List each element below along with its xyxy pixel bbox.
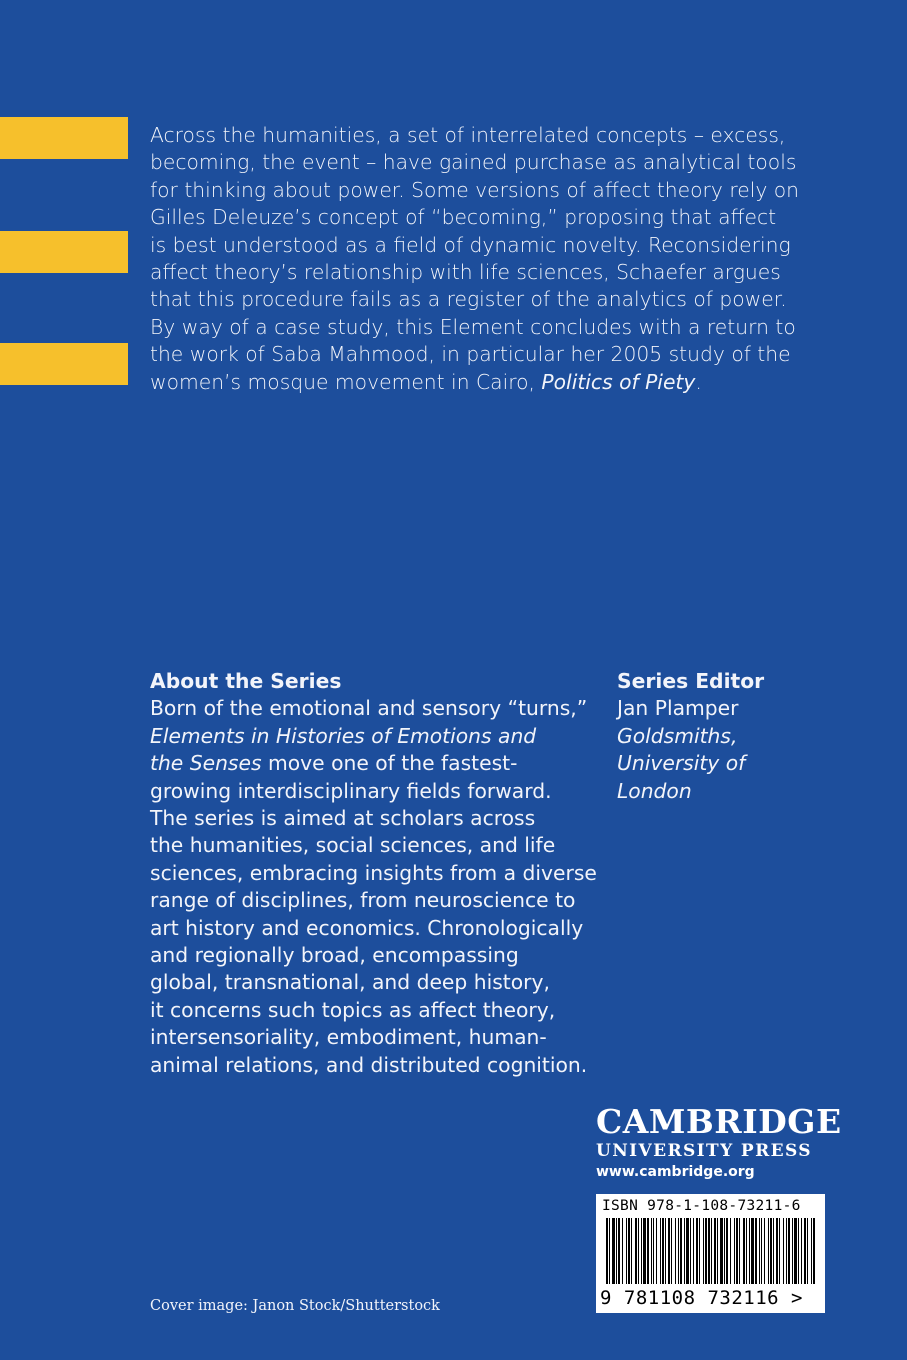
barcode-bar: [759, 1218, 760, 1284]
isbn-label: ISBN 978-1-108-73211-6: [602, 1198, 801, 1214]
barcode-bar: [801, 1218, 802, 1284]
description-line: By way of a case study, this Element concludes with a return to: [150, 314, 796, 339]
barcode-bar: [684, 1218, 685, 1284]
barcode-bar: [761, 1218, 762, 1284]
ean-digits: 9 781108 732116 >: [600, 1287, 803, 1309]
barcode-bar: [811, 1218, 812, 1284]
barcode-bar: [656, 1218, 657, 1284]
politics-of-piety-title: Politics of Piety: [541, 369, 696, 394]
series-line: growing interdisciplinary fields forward.: [150, 778, 552, 803]
about-series-heading: About the Series: [150, 669, 342, 693]
barcode-bar: [720, 1218, 723, 1284]
book-description: [150, 122, 840, 396]
barcode-bar: [643, 1218, 646, 1284]
series-line: The series is aimed at scholars across: [150, 806, 536, 831]
series-line: animal relations, and distributed cognition.: [150, 1052, 588, 1077]
about-the-series: [150, 668, 610, 1079]
series-title-line: Elements in Histories of Emotions and: [150, 723, 537, 748]
description-last-suffix: .: [695, 369, 702, 394]
barcode-bar: [609, 1218, 610, 1284]
barcode-bar: [788, 1218, 790, 1284]
barcode-bar: [662, 1218, 664, 1284]
barcode-bar: [647, 1218, 649, 1284]
barcode-bar: [641, 1218, 642, 1284]
series-editor-heading: Series Editor: [617, 669, 765, 693]
barcode-bar: [730, 1218, 731, 1284]
barcode-bar: [749, 1218, 750, 1284]
series-line: and regionally broad, encompassing: [150, 943, 519, 968]
description-line: for thinking about power. Some versions of affect theory rely on: [150, 177, 800, 202]
barcode-bar: [736, 1218, 738, 1284]
series-line: sciences, embracing insights from a diverse: [150, 860, 597, 885]
barcode-bar: [686, 1218, 689, 1284]
barcode-bar: [783, 1218, 784, 1284]
barcode-bar: [665, 1218, 666, 1284]
barcode-bar: [708, 1218, 710, 1284]
series-line: it concerns such topics as affect theory,: [150, 997, 556, 1022]
publisher-website: www.cambridge.org: [596, 1164, 755, 1180]
barcode-bars: [602, 1218, 819, 1288]
barcode-bar: [606, 1218, 608, 1284]
barcode-bar: [612, 1218, 615, 1284]
isbn-barcode: [596, 1194, 825, 1313]
barcode-bar: [653, 1218, 654, 1284]
barcode-bar: [743, 1218, 745, 1284]
barcode-bar: [734, 1218, 735, 1284]
barcode-bar: [622, 1218, 623, 1284]
barcode-bar: [705, 1218, 707, 1284]
barcode-bar: [739, 1218, 740, 1284]
barcode-bar: [804, 1218, 806, 1284]
barcode-bar: [768, 1218, 769, 1284]
cover-image-credit: Cover image: Janon Stock/Shutterstock: [150, 1298, 440, 1314]
barcode-bar: [616, 1218, 617, 1284]
barcode-bar: [751, 1218, 754, 1284]
yellow-accent-bar-top: [0, 117, 128, 159]
barcode-bar: [680, 1218, 682, 1284]
series-line-rest: move one of the fastest-: [261, 751, 518, 776]
series-line: the humanities, social sciences, and life: [150, 833, 556, 858]
barcode-bar: [779, 1218, 780, 1284]
barcode-bar: [660, 1218, 661, 1284]
barcode-bar: [794, 1218, 797, 1284]
description-line: the work of Saba Mahmood, in particular her 2005 study of the: [150, 342, 791, 367]
cambridge-logo: [596, 1102, 842, 1182]
barcode-bar: [773, 1218, 774, 1284]
barcode-bar: [724, 1218, 725, 1284]
barcode-bar: [798, 1218, 799, 1284]
barcode-bar: [668, 1218, 670, 1284]
description-line: Across the humanities, a set of interrelated concepts – excess,: [150, 123, 786, 147]
description-line: is best understood as a field of dynamic novelty. Reconsidering: [150, 232, 791, 257]
barcode-bar: [717, 1218, 718, 1284]
yellow-accent-bar-bottom: [0, 343, 128, 385]
yellow-accent-bar-middle: [0, 231, 128, 273]
barcode-bar: [618, 1218, 620, 1284]
barcode-bar: [626, 1218, 627, 1284]
editor-name: Jan Plamper: [617, 696, 739, 721]
description-line: becoming, the event – have gained purchase as analytical tools: [150, 150, 797, 175]
barcode-bar: [699, 1218, 700, 1284]
barcode-bar: [726, 1218, 728, 1284]
barcode-bar: [776, 1218, 778, 1284]
barcode-bar: [693, 1218, 694, 1284]
barcode-bar: [770, 1218, 772, 1284]
description-last-prefix: women’s mosque movement in Cairo,: [150, 369, 542, 394]
series-editor: [617, 668, 857, 805]
barcode-bar: [631, 1218, 632, 1284]
barcode-bar: [696, 1218, 698, 1284]
series-line: [150, 750, 610, 777]
barcode-bar: [638, 1218, 639, 1284]
description-line: that this procedure fails as a register of the analytics of power.: [150, 287, 787, 312]
publisher-press: UNIVERSITY PRESS: [596, 1141, 812, 1161]
editor-affiliation-line: Goldsmiths,: [617, 723, 738, 748]
barcode-bar: [635, 1218, 637, 1284]
barcode-bar: [755, 1218, 757, 1284]
barcode-bar: [746, 1218, 747, 1284]
barcode-bar: [628, 1218, 630, 1284]
barcode-bar: [678, 1218, 679, 1284]
series-title-end: the Senses: [150, 751, 262, 776]
barcode-bar: [714, 1218, 716, 1284]
description-line: affect theory’s relationship with life sciences, Schaefer argues: [150, 260, 781, 285]
barcode-bar: [651, 1218, 652, 1284]
description-line: Gilles Deleuze’s concept of “becoming,” proposing that affect: [150, 205, 777, 230]
barcode-bar: [671, 1218, 672, 1284]
publisher-name: CAMBRIDGE: [596, 1102, 842, 1141]
series-line: intersensoriality, embodiment, human-: [150, 1025, 547, 1050]
barcode-bar: [690, 1218, 691, 1284]
barcode-bar: [703, 1218, 704, 1284]
description-last-line: [150, 369, 840, 396]
series-line: range of disciplines, from neuroscience to: [150, 888, 576, 913]
barcode-bar: [786, 1218, 787, 1284]
barcode-bar: [807, 1218, 808, 1284]
series-line: Born of the emotional and sensory “turns,”: [150, 696, 588, 721]
series-line: art history and economics. Chronologically: [150, 915, 584, 940]
barcode-bar: [711, 1218, 712, 1284]
editor-affiliation-line: University of: [617, 751, 746, 776]
editor-affiliation-line: London: [617, 778, 692, 803]
barcode-bar: [675, 1218, 676, 1284]
barcode-bar: [813, 1218, 815, 1284]
barcode-bar: [792, 1218, 793, 1284]
series-line: global, transnational, and deep history,: [150, 970, 550, 995]
barcode-bar: [764, 1218, 765, 1284]
